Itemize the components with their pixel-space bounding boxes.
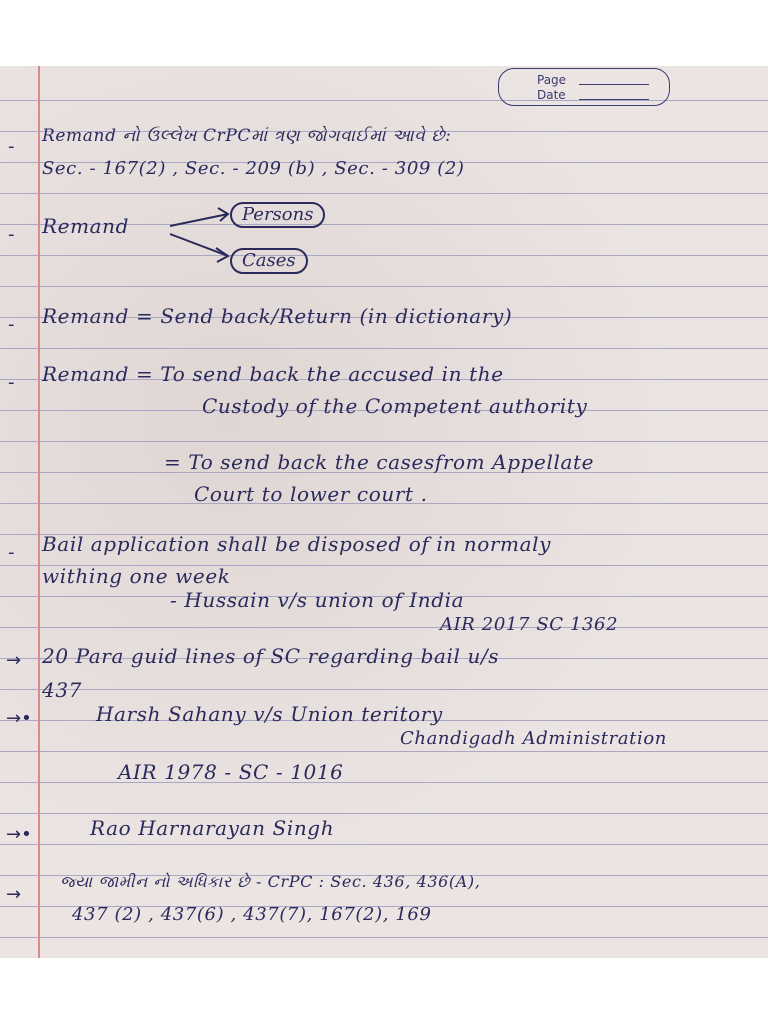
notebook-page: [0, 66, 768, 958]
note-line-remand-def-1: Remand = To send back the accused in the: [42, 362, 504, 386]
bullet-dash: -: [8, 224, 15, 245]
bullet-arrow-dot: →•: [6, 824, 32, 845]
arrow-to-cases: [170, 234, 228, 256]
cases-bubble: Cases: [230, 248, 308, 274]
bullet-dash: -: [8, 372, 15, 393]
note-line-case-hussain: - Hussain v/s union of India: [170, 588, 465, 612]
note-line-citation-hussain: AIR 2017 SC 1362: [440, 614, 619, 635]
persons-bubble: Persons: [230, 202, 325, 228]
date-label: Date: [537, 88, 566, 102]
note-line-case-rao: Rao Harnarayan Singh: [90, 816, 335, 840]
note-line-remand-def-2: Custody of the Competent authority: [202, 394, 588, 418]
note-line-remand-crpc: Remand નો ઉલ્લેખ CrPCમાં ત્રણ જોગવાઈમાં આવે છે:: [42, 126, 452, 146]
note-line-sections: Sec. - 167(2) , Sec. - 209 (b) , Sec. - 309 (2): [42, 158, 465, 179]
bullet-dash: -: [8, 314, 15, 335]
note-line-citation-harsh: AIR 1978 - SC - 1016: [118, 760, 344, 784]
note-line-appellate-1: = To send back the casesfrom Appellate: [164, 450, 595, 474]
arrow-head-cases: [216, 248, 228, 262]
note-line-appellate-2: Court to lower court .: [194, 482, 428, 506]
note-line-chandigadh: Chandigadh Administration: [400, 728, 667, 749]
bullet-dash: -: [8, 136, 15, 157]
note-line-dictionary: Remand = Send back/Return (in dictionary): [42, 304, 513, 328]
note-remand-label: Remand: [42, 214, 130, 238]
note-line-guidelines-1: 20 Para guid lines of SC regarding bail u/s: [42, 644, 500, 668]
arrow-to-persons: [170, 214, 228, 226]
bullet-arrow: →: [6, 650, 22, 671]
note-line-bail-right-1: જ્યા જામીન નો અધિકાર છે - CrPC : Sec. 436, 436(A),: [60, 872, 481, 891]
bullet-arrow: →: [6, 884, 22, 905]
page-label: Page: [537, 73, 567, 87]
note-line-bail-1: Bail application shall be disposed of in normaly: [42, 532, 552, 556]
note-line-bail-2: withing one week: [42, 564, 231, 588]
bullet-dash: -: [8, 542, 15, 563]
note-line-bail-right-2: 437 (2) , 437(6) , 437(7), 167(2), 169: [72, 904, 432, 925]
note-line-guidelines-2: 437: [42, 678, 82, 702]
note-line-case-harsh: Harsh Sahany v/s Union teritory: [96, 702, 443, 726]
bullet-arrow-dot: →•: [6, 708, 32, 729]
